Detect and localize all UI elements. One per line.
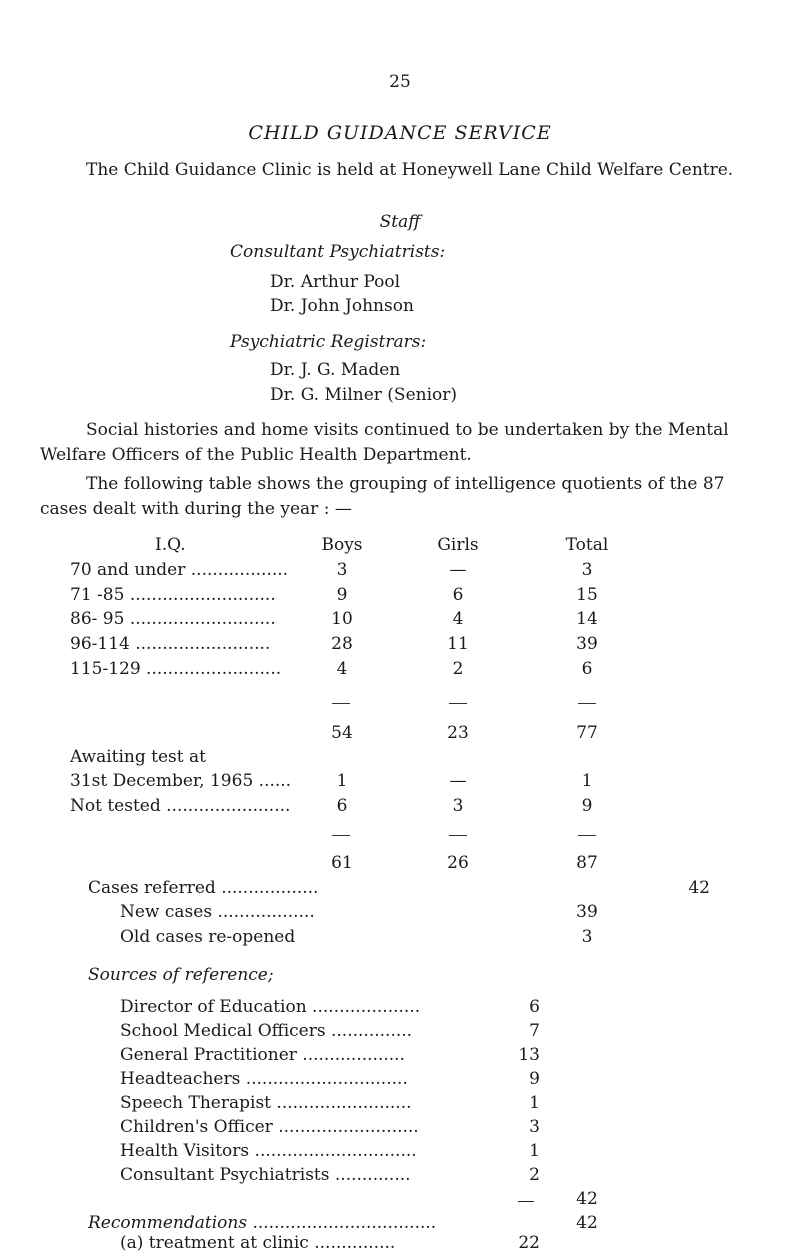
iq-row-total: 15 — [576, 585, 598, 605]
recommendation-item-value: 22 — [518, 1233, 540, 1253]
subtotal-boys: 54 — [331, 723, 353, 743]
awaiting-label: Awaiting test at — [70, 747, 206, 767]
source-label: Speech Therapist ......................... — [120, 1093, 412, 1113]
total-dash — [518, 1191, 534, 1211]
subtotal-girls: 23 — [447, 723, 469, 743]
rule — [332, 703, 350, 704]
iq-row-boys: 28 — [331, 634, 353, 654]
rule — [449, 703, 467, 704]
source-label: Children's Officer .......................... — [120, 1117, 419, 1137]
not-tested-boys: 6 — [336, 796, 348, 816]
registrar-1: Dr. J. G. Maden — [270, 360, 401, 380]
recommendations-heading: Recommendations .................................. — [88, 1213, 437, 1233]
sources-heading: Sources of reference; — [88, 965, 274, 985]
iq-row-label: 96-114 ......................... — [70, 634, 271, 654]
iq-row-total: 14 — [576, 609, 598, 629]
consultant-2: Dr. John Johnson — [270, 296, 414, 316]
cases-referred-value: 42 — [688, 878, 710, 898]
iq-row-boys: 4 — [336, 659, 348, 679]
source-label: Headteachers .............................. — [120, 1069, 408, 1089]
staff-heading: Staff — [379, 212, 421, 232]
cases-referred-label: Cases referred .................. — [88, 878, 319, 898]
header-girls: Girls — [437, 535, 479, 555]
iq-row-label: 70 and under .................. — [70, 560, 289, 580]
rule — [449, 835, 467, 836]
iq-row-total: 3 — [581, 560, 593, 580]
not-tested-label: Not tested ....................... — [70, 796, 291, 816]
registrar-2: Dr. G. Milner (Senior) — [270, 385, 458, 405]
source-value: 2 — [529, 1165, 540, 1185]
registrars-heading: Psychiatric Registrars: — [230, 332, 427, 352]
table-intro-paragraph: The following table shows the grouping of intelligence quotients of the 87 cases dealt with during the year : — — [40, 474, 725, 519]
iq-row-total: 39 — [576, 634, 598, 654]
iq-row-label: 71 -85 ........................... — [70, 585, 276, 605]
header-iq: I.Q. — [155, 535, 186, 555]
new-cases-value: 39 — [576, 902, 598, 922]
source-label: Director of Education .................... — [120, 997, 421, 1017]
source-label: Consultant Psychiatrists .............. — [120, 1165, 411, 1185]
not-tested-total: 9 — [581, 796, 593, 816]
awaiting-total: 1 — [581, 771, 593, 791]
grand-total-total: 87 — [576, 853, 598, 873]
rule — [578, 835, 596, 836]
iq-row-boys: 9 — [336, 585, 348, 605]
iq-row-boys: 3 — [336, 560, 348, 580]
iq-row-girls: — — [449, 560, 467, 580]
header-boys: Boys — [321, 535, 363, 555]
rule — [332, 835, 350, 836]
grand-total-girls: 26 — [447, 853, 469, 873]
iq-row-girls: 4 — [452, 609, 464, 629]
old-cases-value: 3 — [581, 927, 593, 947]
source-value: 6 — [529, 997, 540, 1017]
awaiting-boys: 1 — [336, 771, 348, 791]
source-value: 1 — [529, 1093, 540, 1113]
awaiting-girls: — — [449, 771, 467, 791]
source-value: 1 — [529, 1141, 540, 1161]
source-value: 7 — [529, 1021, 540, 1041]
iq-row-total: 6 — [581, 659, 593, 679]
iq-row-girls: 6 — [452, 585, 464, 605]
source-label: School Medical Officers ............... — [120, 1021, 413, 1041]
iq-row-boys: 10 — [331, 609, 353, 629]
old-cases-label: Old cases re-opened — [120, 927, 296, 947]
source-value: 13 — [518, 1045, 540, 1065]
rule — [578, 703, 596, 704]
consultants-heading: Consultant Psychiatrists: — [230, 242, 446, 262]
intro-paragraph: The Child Guidance Clinic is held at Honeywell Lane Child Welfare Centre. — [86, 160, 734, 180]
awaiting-date-label: 31st December, 1965 ...... — [70, 771, 292, 791]
source-value: 9 — [529, 1069, 540, 1089]
consultant-1: Dr. Arthur Pool — [270, 272, 401, 292]
iq-row-label: 115-129 ......................... — [70, 659, 282, 679]
page-number: 25 — [389, 72, 411, 92]
recommendations-value: 42 — [576, 1213, 598, 1233]
social-histories-paragraph: Social histories and home visits continued to be undertaken by the Mental Welfare Officers of the Public Health Department. — [40, 420, 729, 465]
iq-row-girls: 2 — [452, 659, 464, 679]
source-label: Health Visitors .............................. — [120, 1141, 417, 1161]
grand-total-boys: 61 — [331, 853, 353, 873]
new-cases-label: New cases .................. — [120, 902, 315, 922]
sources-total: 42 — [576, 1189, 598, 1209]
subtotal-total: 77 — [576, 723, 598, 743]
iq-row-label: 86- 95 ........................... — [70, 609, 276, 629]
source-label: General Practitioner ................... — [120, 1045, 405, 1065]
not-tested-girls: 3 — [452, 796, 464, 816]
recommendation-item-label: (a) treatment at clinic ............... — [120, 1233, 396, 1253]
source-value: 3 — [529, 1117, 540, 1137]
iq-row-girls: 11 — [447, 634, 469, 654]
page-title: CHILD GUIDANCE SERVICE — [248, 122, 552, 144]
header-total: Total — [565, 535, 609, 555]
